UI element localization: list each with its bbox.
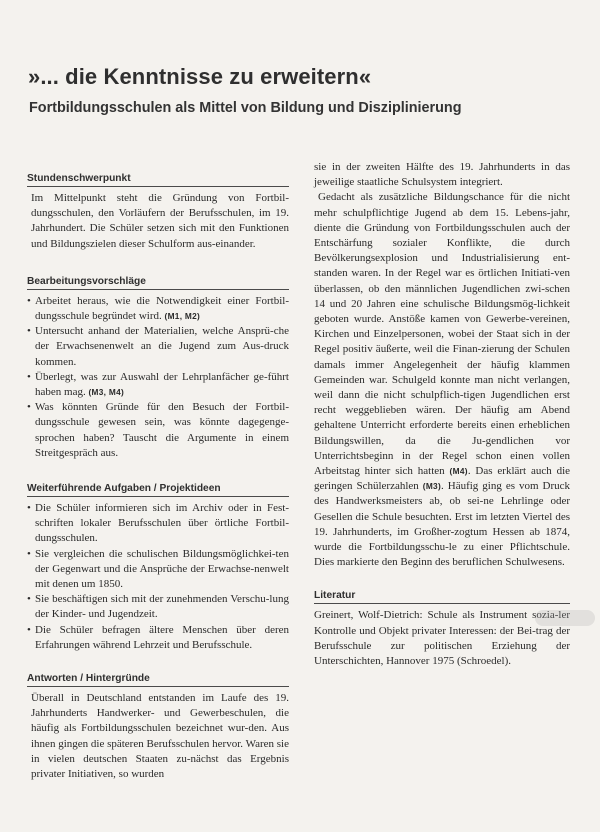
list-item: • Arbeitet heraus, wie die Notwendigkeit einer Fortbil-dungsschule begründet wird. (M1, M2) xyxy=(27,294,289,324)
list-item: • Die Schüler informieren sich im Archiv oder in Fest-schriften lokaler Berufsschulen über örtliche Fortbil-dungsschulen. xyxy=(27,501,289,547)
section-heading: Bearbeitungsvorschläge xyxy=(27,276,289,290)
page-title: »... die Kenntnisse zu erweitern« xyxy=(28,64,372,89)
list-item: • Sie beschäftigen sich mit der zunehmenden Verschu-lung der Kinder- und Jugendzeit. xyxy=(27,592,289,622)
section-literatur xyxy=(314,590,570,669)
section-weiterfuehrende-aufgaben xyxy=(27,483,289,653)
material-ref: (M3) xyxy=(422,481,442,492)
project-list xyxy=(27,501,289,653)
body-paragraph: Gedacht als zusätzliche Bildungschance für die nicht mehr schulpflichtige Jugend ab dem 15. Lebens-jahr, diente die Gründung von Fortbildungsschulen auch der Entschärfung sozialer Konflikte, die durch Bevölkerungsexplosion und Industrialisierung ent-standen waren. In der Regel war es örtlichen Initiati-ven überlassen, ob den männlichen Jugendlichen zwi-schen 14 und 20 Jahren eine schulische Bildungsmög-lichkeit geboten wurde. Anstöße kamen von Gewerbe-vereinen, Kirchen und Einzelpersonen, wobei der Staat sich in der Regel positiv äußerte, weil die Finan-zierung der Schulen damals immer Angelegenheit der häufig klammen Gemeinden war. Schulgeld konnte man nicht verlangen, weil dann die nicht schulpflich-tigen Jugendlichen erst recht weggeblieben wären. Der häufig am Abend gehaltene Unterricht erforderte bereits einen erheblichen Bildungswillen, da die Ju-gendlichen vor Unterrichtsbeginn in der Regel schon einen vollen Arbeitstag hinter sich hatten (M4). Das erklärt auch die geringen Schülerzahlen (M3). Häufig ging es vom Druck des Handwerksmeisters ab, ob sei-ne Lehrlinge oder Gesellen die Schule besuchten. Erst im letzten Viertel des 19. Jahrhunderts, im Großher-zogtum Hessen ab 1874, wurde die Fortbildungsschu-le zu einer Pflichtschule. Dies markierte den Beginn des beruflichen Schulwesens. xyxy=(314,191,571,569)
material-ref: (M4) xyxy=(449,466,468,477)
section-antworten xyxy=(27,673,289,782)
list-item: • Untersucht anhand der Materialien, welche Ansprü-che der Erwachsenenwelt an die Jugend zum Aus-druck kommen. xyxy=(27,324,289,370)
material-ref: (M3, M4) xyxy=(88,387,125,398)
section-heading: Stundenschwerpunkt xyxy=(27,173,289,187)
right-column xyxy=(314,160,570,669)
list-item: • Was könnten Gründe für den Besuch der Fortbil-dungsschule gewesen sein, was könnte dagegenge-sprochen haben? Tauscht die Argumente in einem Streitgespräch aus. xyxy=(27,400,289,461)
section-text: Überall in Deutschland entstanden im Laufe des 19. Jahrhunderts Handwerker- und Gewerbeschulen, die häufig als Fortbildungsschulen bezeichnet wur-den. Aus ihnen gingen die späteren Berufsschulen hervor. Waren sie in vielen deutschen Staaten zu-nächst das Ergebnis privater Initiativen, so wurden xyxy=(31,692,289,781)
page-smudge xyxy=(535,610,595,626)
section-heading: Literatur xyxy=(314,590,570,604)
section-bearbeitungsvorschlaege xyxy=(27,276,289,461)
material-ref: (M1, M2) xyxy=(164,311,201,322)
task-list xyxy=(27,294,289,461)
section-heading: Antworten / Hintergründe xyxy=(27,673,289,687)
section-text: Greinert, Wolf-Dietrich: Schule als Instrument sozia-ler Kontrolle und Objekt privater Interessen: der Bei-trag der Berufsschule zur politischen Erziehung der Unterschichten, Hannover 1975 (Schroedel). xyxy=(314,609,570,668)
body-paragraph: sie in der zweiten Hälfte des 19. Jahrhunderts in das jeweilige staatliche Schulsystem integriert. xyxy=(314,161,570,189)
section-text: Im Mittelpunkt steht die Gründung von Fortbil-dungsschulen, den Vorläufern der Berufsschulen, im 19. Jahrhundert. Die Schüler setzen sich mit den Funktionen und Bildungszielen dieser Schulform aus-einander. xyxy=(31,192,289,250)
list-item: • Überlegt, was zur Auswahl der Lehrplanfächer ge-führt haben mag. (M3, M4) xyxy=(27,370,289,400)
section-stundenschwerpunkt xyxy=(27,173,289,252)
list-item: • Sie vergleichen die schulischen Bildungsmöglichkei-ten der Gegenwart und die Ansprüche der Erwachse-nenwelt mit denen um 1850. xyxy=(27,547,289,593)
page-subtitle: Fortbildungsschulen als Mittel von Bildung und Disziplinierung xyxy=(29,100,462,116)
left-column xyxy=(27,173,289,782)
list-item: • Die Schüler befragen ältere Menschen über deren Erfahrungen während Lehrzeit und Berufsschule. xyxy=(27,623,289,653)
section-heading: Weiterführende Aufgaben / Projektideen xyxy=(27,483,289,497)
